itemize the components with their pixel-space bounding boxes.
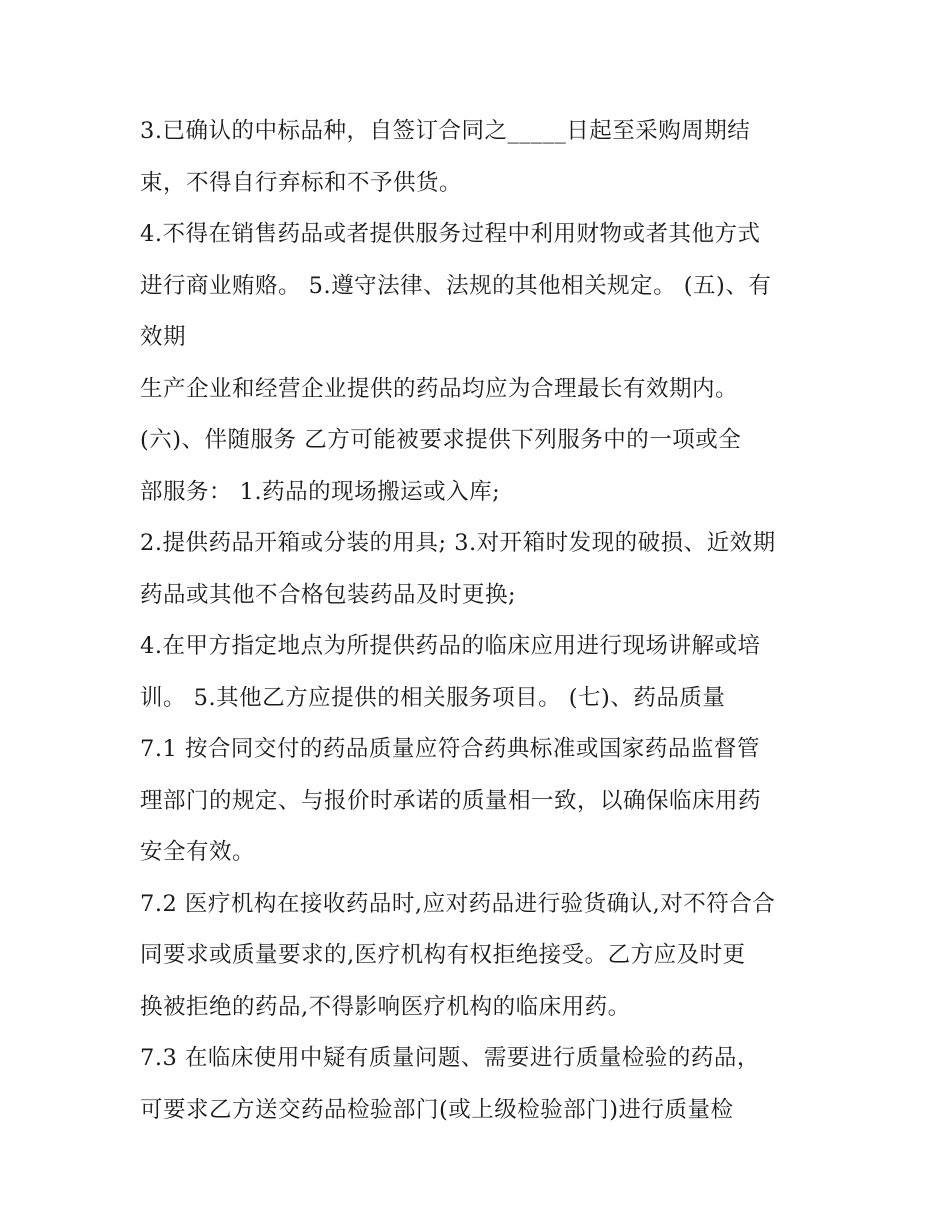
text-line: 进行商业贿赂。 5.遵守法律、法规的其他相关规定。 (五)、有 (140, 272, 772, 299)
text-line: 部服务： 1.药品的现场搬运或入库; (140, 478, 501, 505)
text-line: 理部门的规定、与报价时承诺的质量相一致，以确保临床用药 (140, 787, 762, 814)
text-line: 同要求或质量要求的,医疗机构有权拒绝接受。乙方应及时更 (140, 942, 746, 968)
contract-text-body (140, 106, 830, 1136)
text-line: 生产企业和经营企业提供的药品均应为合理最长有效期内。 (140, 375, 739, 402)
text-line: 可要求乙方送交药品检验部门(或上级检验部门)进行质量检 (140, 1096, 734, 1123)
text-line: 2.提供药品开箱或分装的用具; 3.对开箱时发现的破损、近效期 (140, 530, 776, 556)
text-line: 7.1 按合同交付的药品质量应符合药典标准或国家药品监督管 (140, 736, 760, 762)
text-line: 7.3 在临床使用中疑有质量问题、需要进行质量检验的药品， (140, 1045, 760, 1071)
text-line: 训。 5.其他乙方应提供的相关服务项目。 (七)、药品质量 (140, 684, 726, 711)
text-line: (六)、伴随服务 乙方可能被要求提供下列服务中的一项或全 (140, 427, 742, 453)
text-line: 安全有效。 (140, 839, 256, 865)
text-line: 药品或其他不合格包装药品及时更换; (140, 581, 517, 608)
text-line: 效期 (140, 324, 187, 350)
text-line: 束，不得自行弃标和不予供货。 (140, 169, 463, 196)
text-line: 4.在甲方指定地点为所提供药品的临床应用进行现场讲解或培 (140, 633, 761, 659)
text-line: 7.2 医疗机构在接收药品时,应对药品进行验货确认,对不符合合 (140, 890, 776, 917)
text-line: 3.已确认的中标品种，自签订合同之_____日起至采购周期结 (140, 118, 751, 144)
text-line: 4.不得在销售药品或者提供服务过程中利用财物或者其他方式 (140, 221, 761, 247)
text-line: 换被拒绝的药品,不得影响医疗机构的临床用药。 (140, 993, 631, 1020)
